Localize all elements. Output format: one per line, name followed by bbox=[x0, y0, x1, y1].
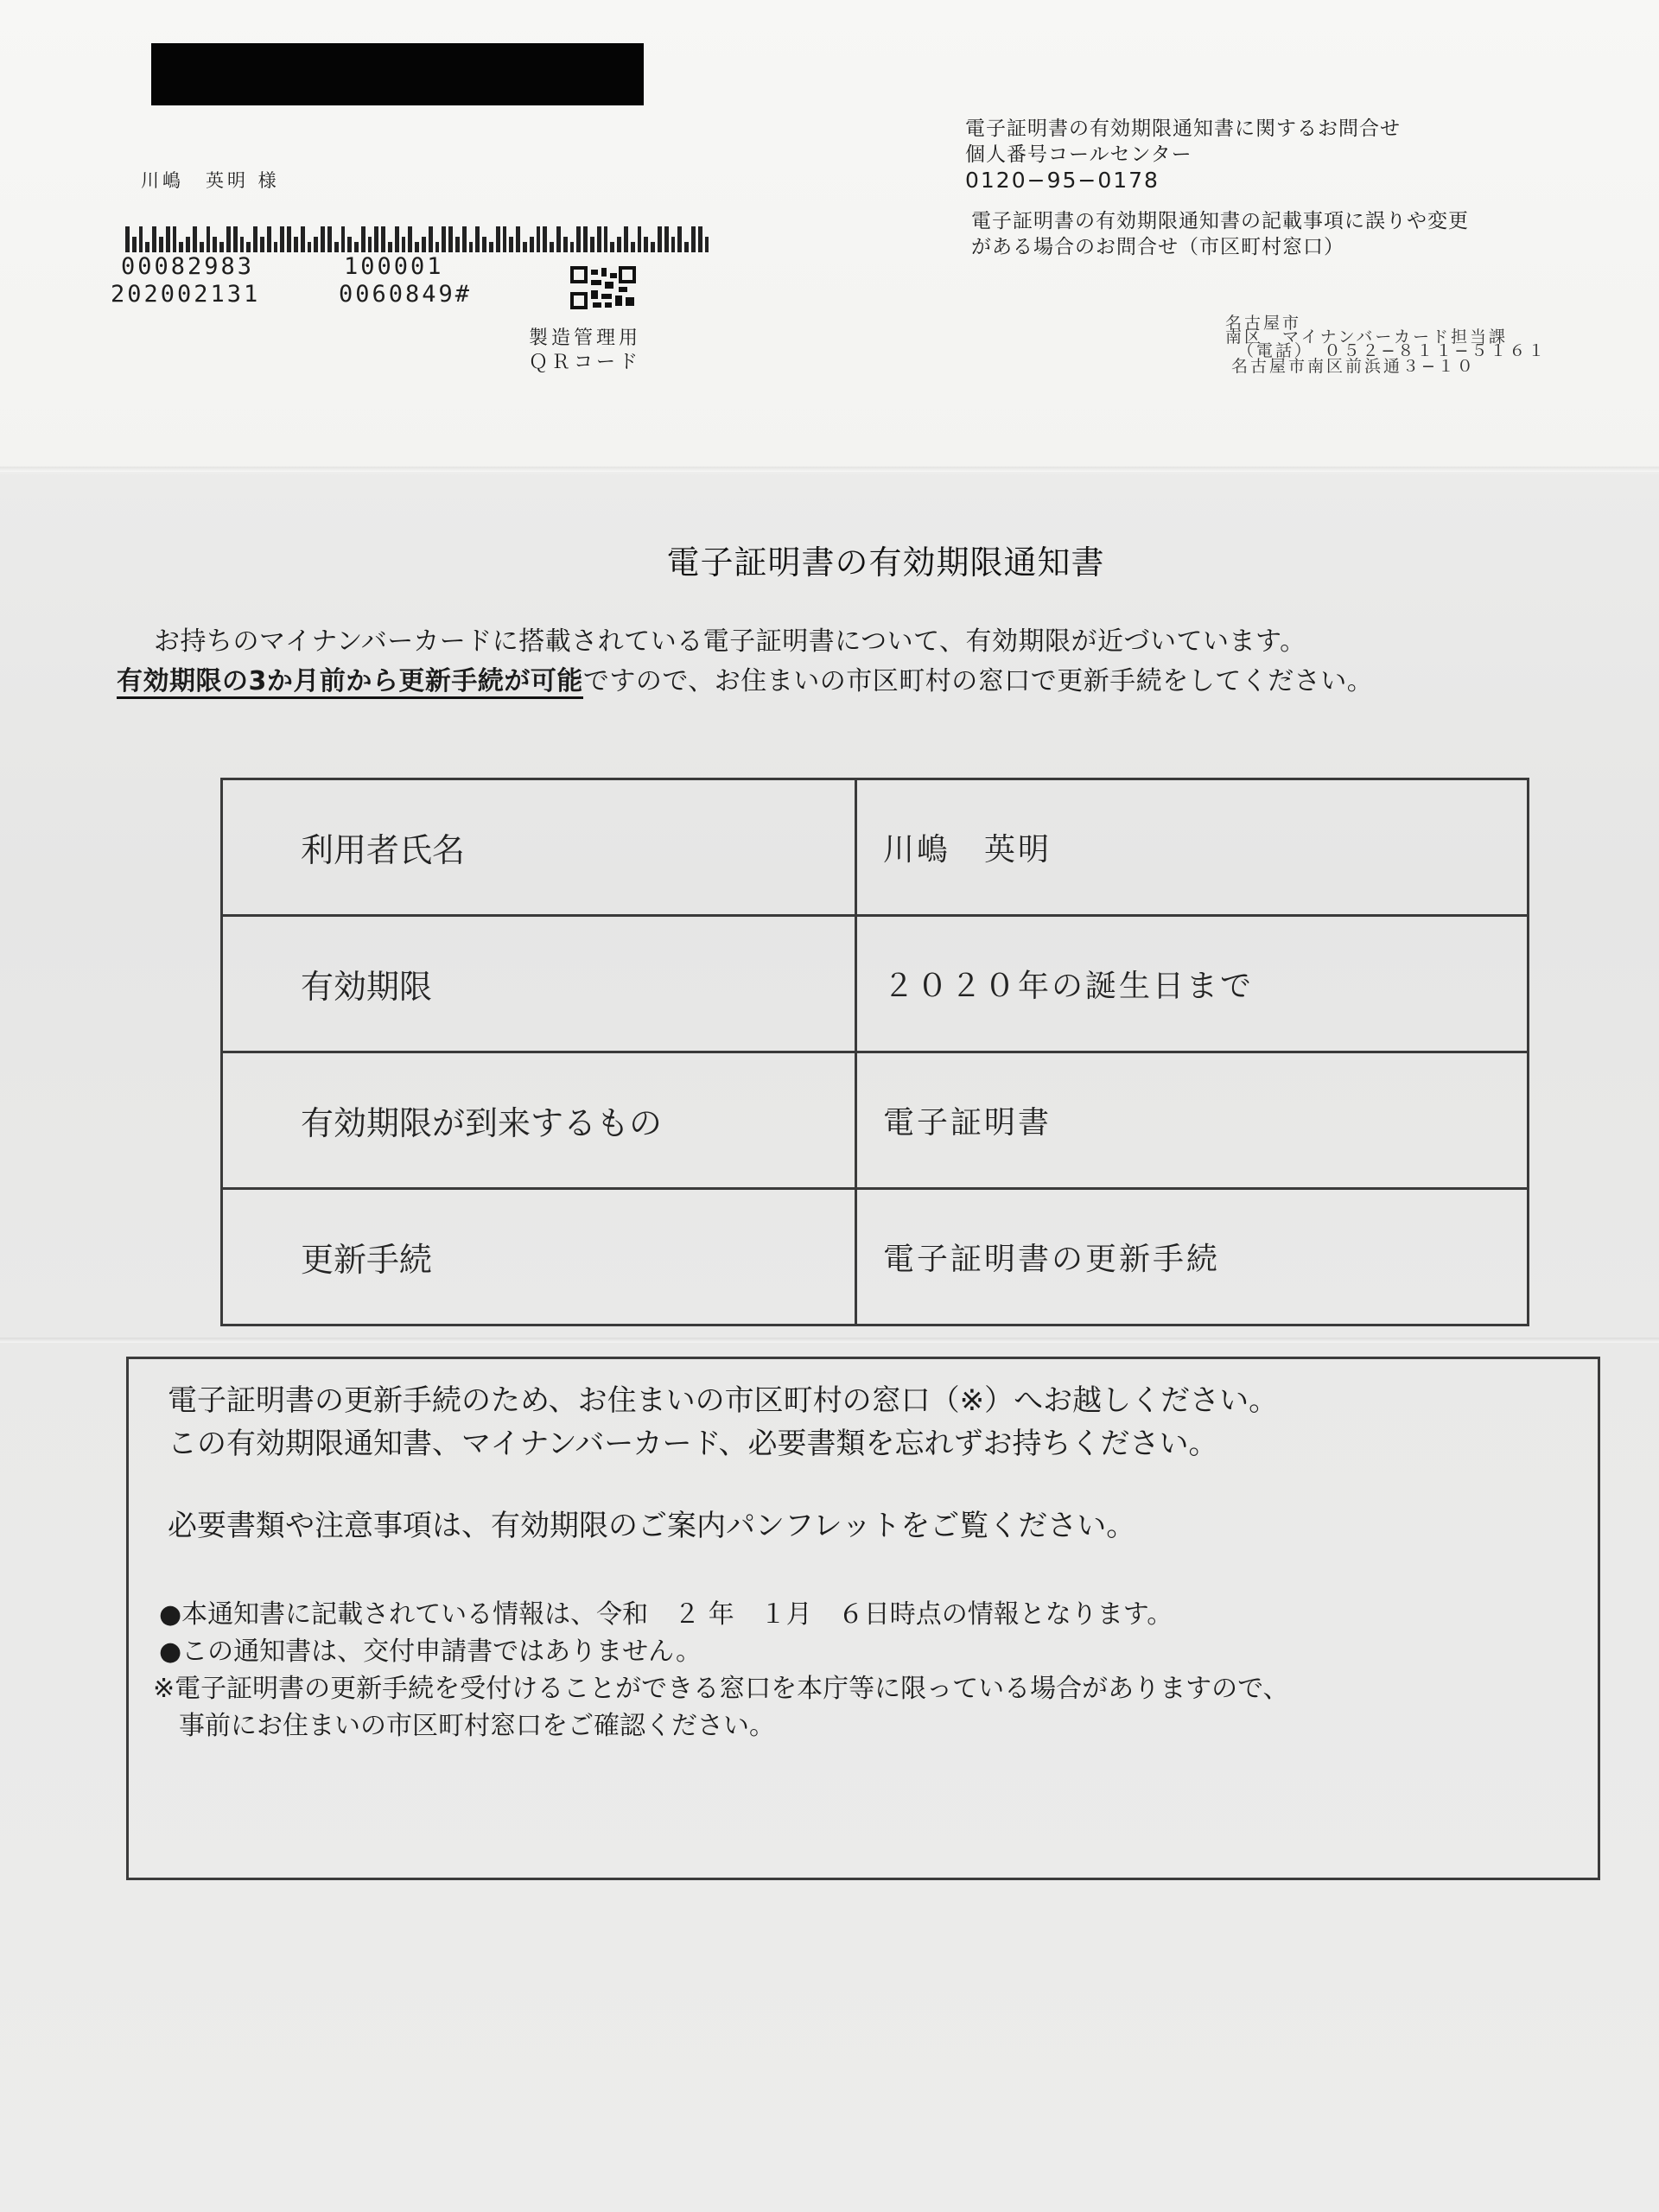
row-value: 川嶋 英明 bbox=[856, 779, 1529, 916]
contact-inquiry-1: 電子証明書の有効期限通知書の記載事項に誤りや変更 bbox=[971, 210, 1469, 232]
redacted-address bbox=[151, 43, 644, 105]
instruction-line-1: 電子証明書の更新手続のため、お住まいの市区町村の窓口（※）へお越しください。 bbox=[168, 1383, 1279, 1418]
paper-fold bbox=[0, 467, 1659, 472]
note-2: ●この通知書は、交付申請書ではありません。 bbox=[159, 1637, 702, 1667]
customer-code-3: 202002131 bbox=[111, 281, 261, 308]
row-label: 更新手続 bbox=[222, 1189, 856, 1325]
instruction-line-2: この有効期限通知書、マイナンバーカード、必要書類を忘れずお持ちください。 bbox=[168, 1427, 1218, 1461]
intro-line-2-rest: ですので、お住まいの市区町村の窓口で更新手続をしてください。 bbox=[582, 666, 1374, 696]
instruction-line-3: 必要書類や注意事項は、有効期限のご案内パンフレットをご覧ください。 bbox=[168, 1509, 1136, 1543]
customer-code-2: 100001 bbox=[344, 253, 444, 280]
row-value: 電子証明書 bbox=[856, 1052, 1529, 1189]
recipient-name: 川嶋 英明 様 bbox=[141, 170, 280, 191]
note-1: ●本通知書に記載されている情報は、令和 ２ 年 １月 ６日時点の情報となります。 bbox=[159, 1599, 1173, 1630]
office-city: 名古屋市 bbox=[1225, 314, 1302, 333]
qr-label-2: ＱＲコード bbox=[529, 352, 642, 373]
intro-line-1: お持ちのマイナンバーカードに搭載されている電子証明書について、有効期限が近づいています。 bbox=[154, 626, 1306, 657]
contact-inquiry-2: がある場合のお問合せ（市区町村窓口） bbox=[971, 236, 1344, 258]
row-value: 電子証明書の更新手続 bbox=[856, 1189, 1529, 1325]
intro-line-2 bbox=[117, 659, 1373, 697]
qr-label-1: 製造管理用 bbox=[529, 327, 642, 349]
certificate-info-table bbox=[220, 778, 1529, 1326]
table-row bbox=[222, 1052, 1529, 1189]
contact-phone: 0120−95−0178 bbox=[965, 168, 1160, 193]
row-label: 利用者氏名 bbox=[222, 779, 856, 916]
row-label: 有効期限が到来するもの bbox=[222, 1052, 856, 1189]
row-value: ２０２０年の誕生日まで bbox=[856, 916, 1529, 1052]
table-row bbox=[222, 779, 1529, 916]
customer-code-4: 0060849# bbox=[339, 281, 473, 308]
contact-title: 電子証明書の有効期限通知書に関するお問合せ bbox=[965, 118, 1401, 140]
postal-barcode bbox=[125, 226, 709, 252]
office-phone: （電話） ０５２−８１１−５１６１ bbox=[1237, 341, 1548, 360]
contact-center-name: 個人番号コールセンター bbox=[965, 143, 1192, 166]
notice-title: 電子証明書の有効期限通知書 bbox=[666, 543, 1105, 582]
instructions-box bbox=[126, 1357, 1600, 1880]
office-department: 南区 マイナンバーカード担当課 bbox=[1225, 327, 1508, 346]
table-row bbox=[222, 1189, 1529, 1325]
table-row bbox=[222, 916, 1529, 1052]
customer-code-1: 00082983 bbox=[121, 253, 255, 280]
office-address: 名古屋市南区前浜通３−１０ bbox=[1231, 357, 1476, 376]
qr-code-icon bbox=[570, 266, 636, 309]
intro-emphasis: 有効期限の3か月前から更新手続が可能 bbox=[117, 666, 583, 699]
note-4: 事前にお住まいの市区町村窓口をご確認ください。 bbox=[153, 1711, 775, 1741]
note-3: ※電子証明書の更新手続を受付けることができる窓口を本庁等に限っている場合がありますので、 bbox=[153, 1674, 1289, 1704]
row-label: 有効期限 bbox=[222, 916, 856, 1052]
paper-fold bbox=[0, 1338, 1659, 1343]
